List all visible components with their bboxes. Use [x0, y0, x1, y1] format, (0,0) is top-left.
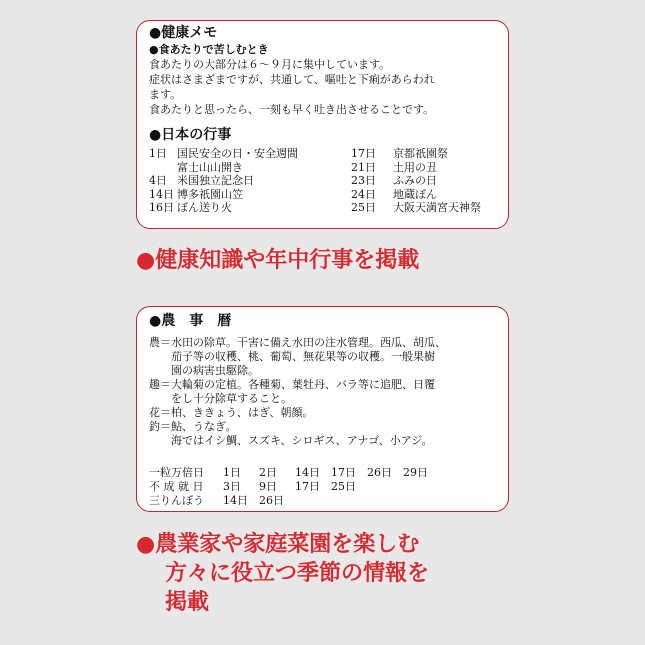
- day-label: 一粒万倍日: [149, 466, 204, 479]
- event-name: 富士山山開き: [177, 160, 243, 174]
- event-day: 17日: [351, 147, 376, 160]
- day-value: 25日: [331, 480, 356, 493]
- farming-heading: [136, 530, 429, 617]
- events-table: [149, 147, 498, 215]
- events-title: ●日本の行事: [149, 127, 232, 143]
- event-name: 米国独立記念日: [177, 174, 254, 187]
- food-poisoning-subtitle: ●食あたりで苦しむとき: [149, 43, 269, 56]
- day-value: 17日: [295, 480, 320, 493]
- event-day: 21日: [351, 160, 376, 174]
- event-day: 23日: [351, 174, 376, 187]
- event-day: 24日: [351, 187, 376, 201]
- event-day: [149, 161, 173, 175]
- event-day: 16日: [149, 201, 174, 214]
- health-memo-title: ●健康メモ: [149, 25, 218, 41]
- day-value: 1日: [223, 466, 241, 479]
- event-day: 14日: [149, 187, 174, 201]
- event-day: 4日: [149, 174, 167, 187]
- event-day: 25日: [351, 201, 376, 214]
- farming-notes: [149, 336, 498, 448]
- memo-line: 症状はさまざまですが、共通して、嘔吐と下痢があらわれ: [149, 73, 435, 86]
- event-name: ふみの日: [393, 174, 437, 187]
- farming-line: 趣＝大輪菊の定植。各種菊、葉牡丹、バラ等に追肥、日覆: [149, 378, 435, 391]
- day-value: 26日: [367, 466, 392, 479]
- day-value: 3日: [223, 480, 241, 493]
- health-memo-card: [136, 20, 509, 229]
- event-name: 土用の丑: [393, 160, 437, 174]
- health-heading: ●健康知識や年中行事を掲載: [136, 248, 420, 273]
- farming-calendar-card: [136, 306, 509, 512]
- day-value: 9日: [259, 480, 277, 493]
- farming-line: をし十分除草すること。: [171, 392, 292, 405]
- day-label: 不 成 就 日: [149, 480, 204, 493]
- farming-line: 農＝水田の除草。干害に備え水田の注水管理。西瓜、胡瓜、: [149, 336, 446, 349]
- farming-heading-line: 掲載: [165, 590, 210, 615]
- farming-line: 海ではイシ鯛、スズキ、シロギス、アナゴ、小アジ。: [171, 434, 433, 447]
- memo-line: ます。: [149, 88, 182, 101]
- farming-heading-line: 方々に役立つ季節の情報を: [165, 561, 430, 586]
- day-value: 29日: [403, 466, 428, 479]
- lucky-days-table: [149, 466, 498, 508]
- event-day: 1日: [149, 147, 167, 160]
- day-value: 14日: [223, 494, 248, 507]
- day-label: 三りんぼう: [149, 494, 204, 507]
- event-name: 博多祇園山笠: [177, 187, 243, 201]
- event-name: 大阪天満宮天神祭: [393, 201, 481, 214]
- day-value: 17日: [331, 466, 356, 479]
- farming-calendar-title: ●農 事 暦: [149, 313, 232, 329]
- day-value: 26日: [259, 494, 284, 507]
- farming-line: 花＝柏、ききょう、はぎ、朝顔。: [149, 406, 314, 419]
- memo-line: 食あたりの大部分は６～９月に集中しています。: [149, 58, 391, 71]
- event-name: 国民安全の日・安全週間: [177, 147, 298, 160]
- farming-line: 茄子等の収穫、桃、葡萄、無花果等の収穫。一般果樹: [171, 350, 435, 363]
- event-name: ぼん送り火: [177, 201, 232, 214]
- day-value: 14日: [295, 466, 320, 479]
- event-name: 京都祇園祭: [393, 147, 448, 160]
- day-value: 2日: [259, 466, 277, 479]
- farming-heading-line: ●農業家や家庭菜園を楽しむ: [136, 532, 420, 557]
- memo-line: 食あたりと思ったら、一刻も早く吐き出させることです。: [149, 103, 435, 116]
- event-name: 地蔵ぼん: [393, 187, 437, 201]
- farming-line: 園の病害虫駆除。: [171, 364, 259, 377]
- farming-line: 釣＝鮎、うなぎ。: [149, 420, 237, 433]
